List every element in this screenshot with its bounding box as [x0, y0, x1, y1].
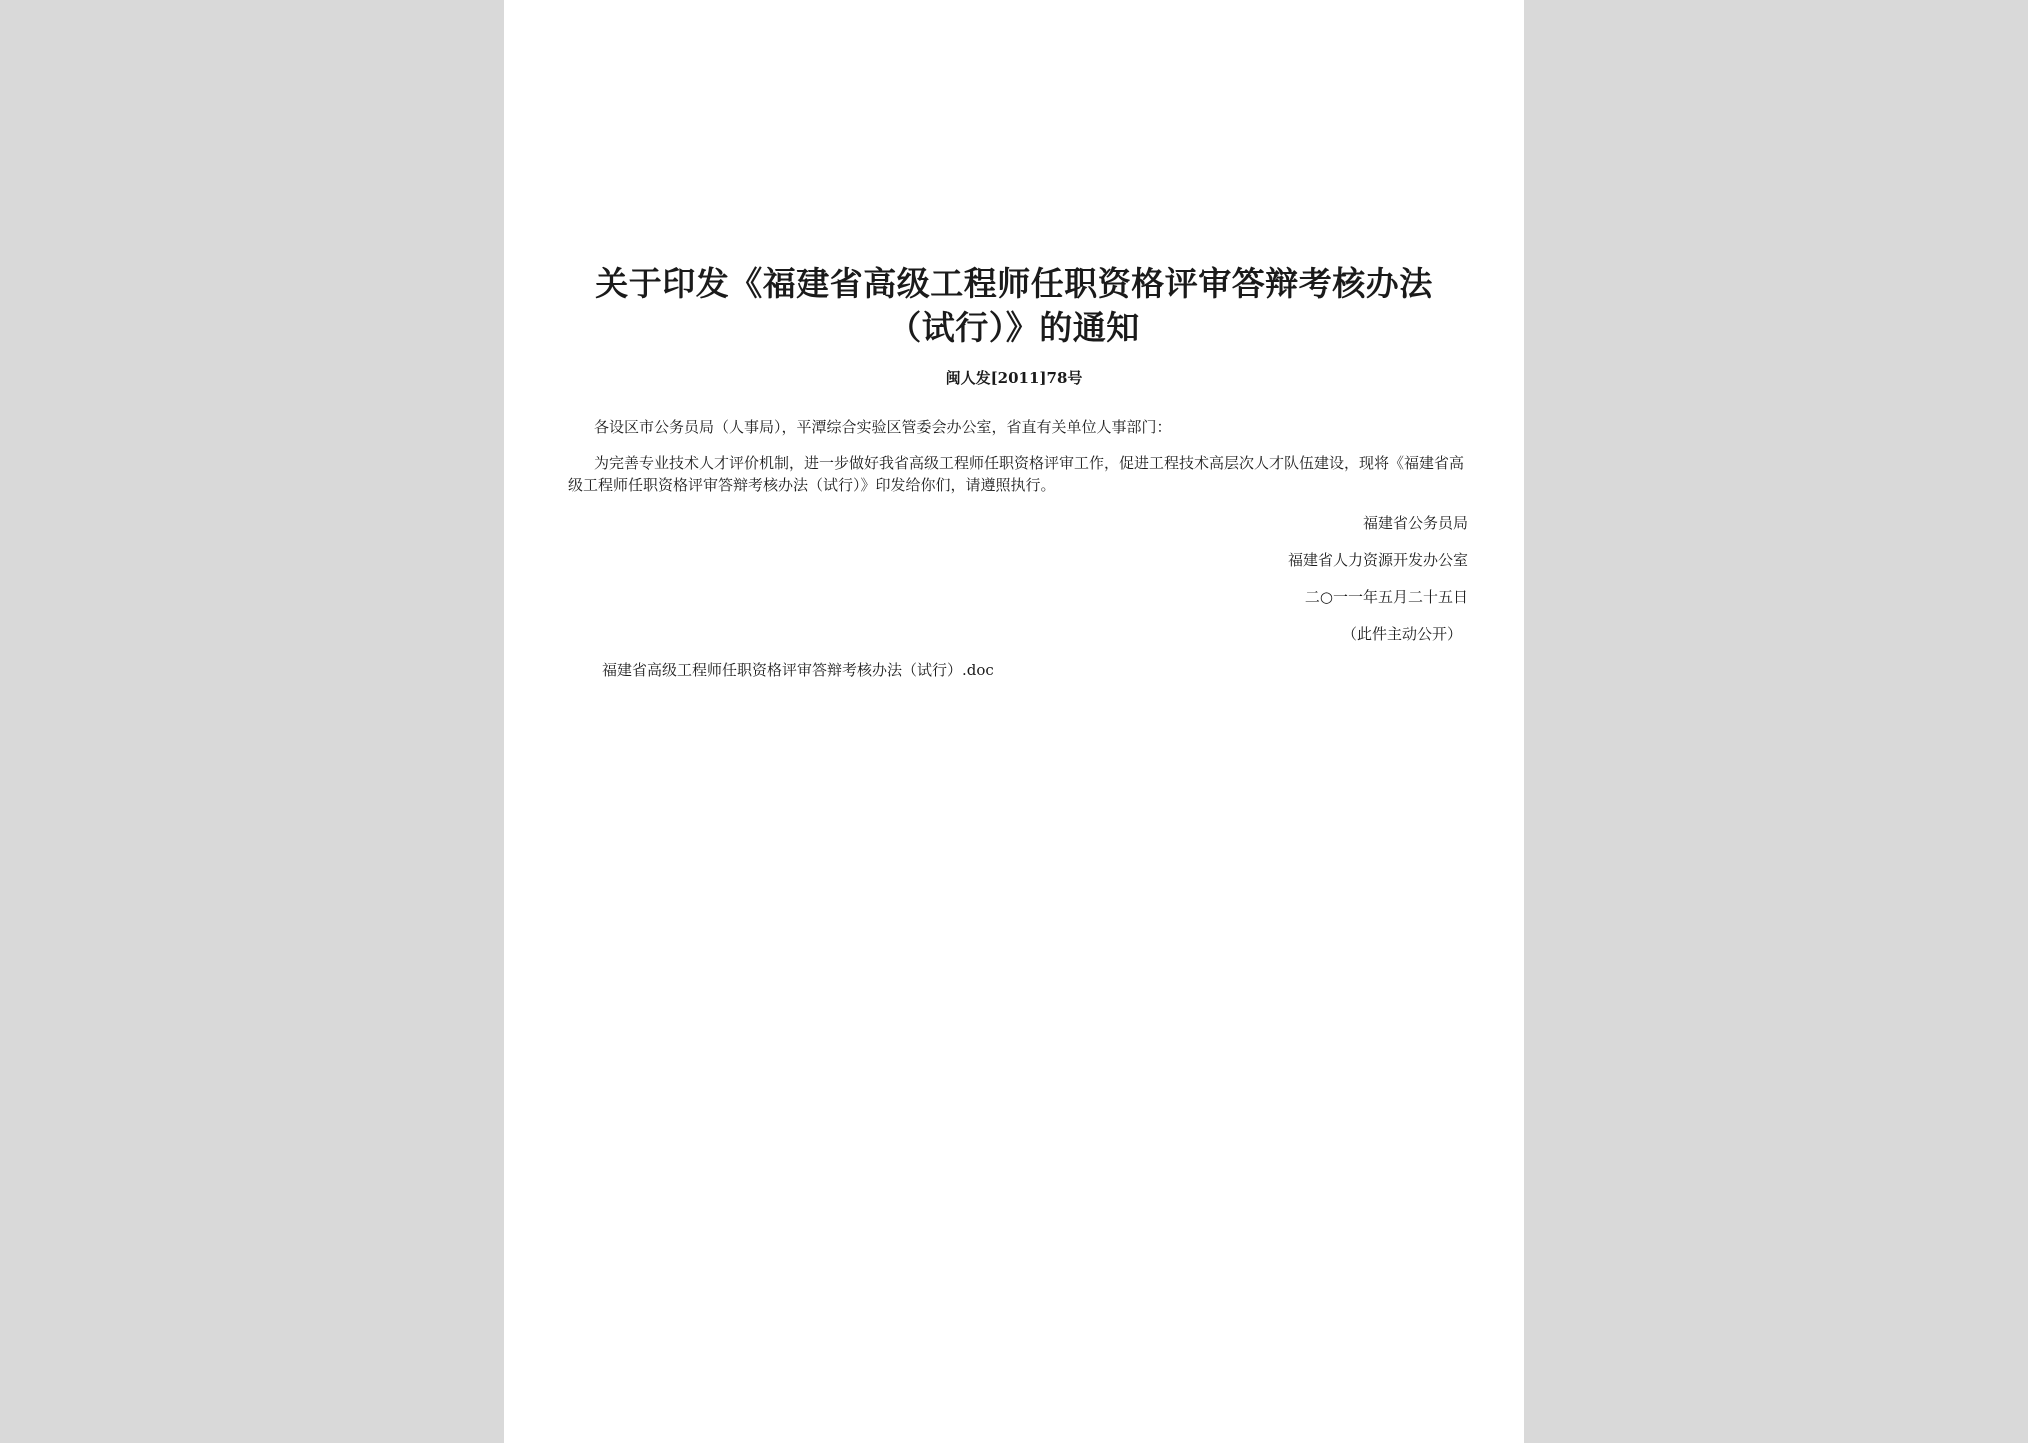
disclosure-note: （此件主动公开）: [1341, 625, 1462, 643]
document-page: [504, 0, 1524, 1443]
body-paragraph: [568, 452, 1468, 496]
document-number: 闽人发[2011]78号: [945, 369, 1083, 387]
document-title: 关于印发《福建省高级工程师任职资格评审答辩考核办法（试行）》的通知: [595, 264, 1433, 347]
issuer-civil-service-bureau: 福建省公务员局: [1362, 514, 1468, 532]
issue-date: 二○一一年五月二十五日: [1304, 588, 1468, 606]
body-text: 为完善专业技术人才评价机制，进一步做好我省高级工程师任职资格评审工作，促进工程技术高层次人才队伍建设，现将《福建省高级工程师任职资格评审答辩考核办法（试行）》印发给你们，请遵照执行。: [568, 454, 1465, 494]
attachment-link[interactable]: 福建省高级工程师任职资格评审答辩考核办法（试行）.doc: [602, 661, 994, 679]
addressee-line: 各设区市公务员局（人事局），平潭综合实验区管委会办公室，省直有关单位人事部门：: [594, 418, 1172, 436]
issuer-hr-development-office: 福建省人力资源开发办公室: [1287, 551, 1468, 569]
